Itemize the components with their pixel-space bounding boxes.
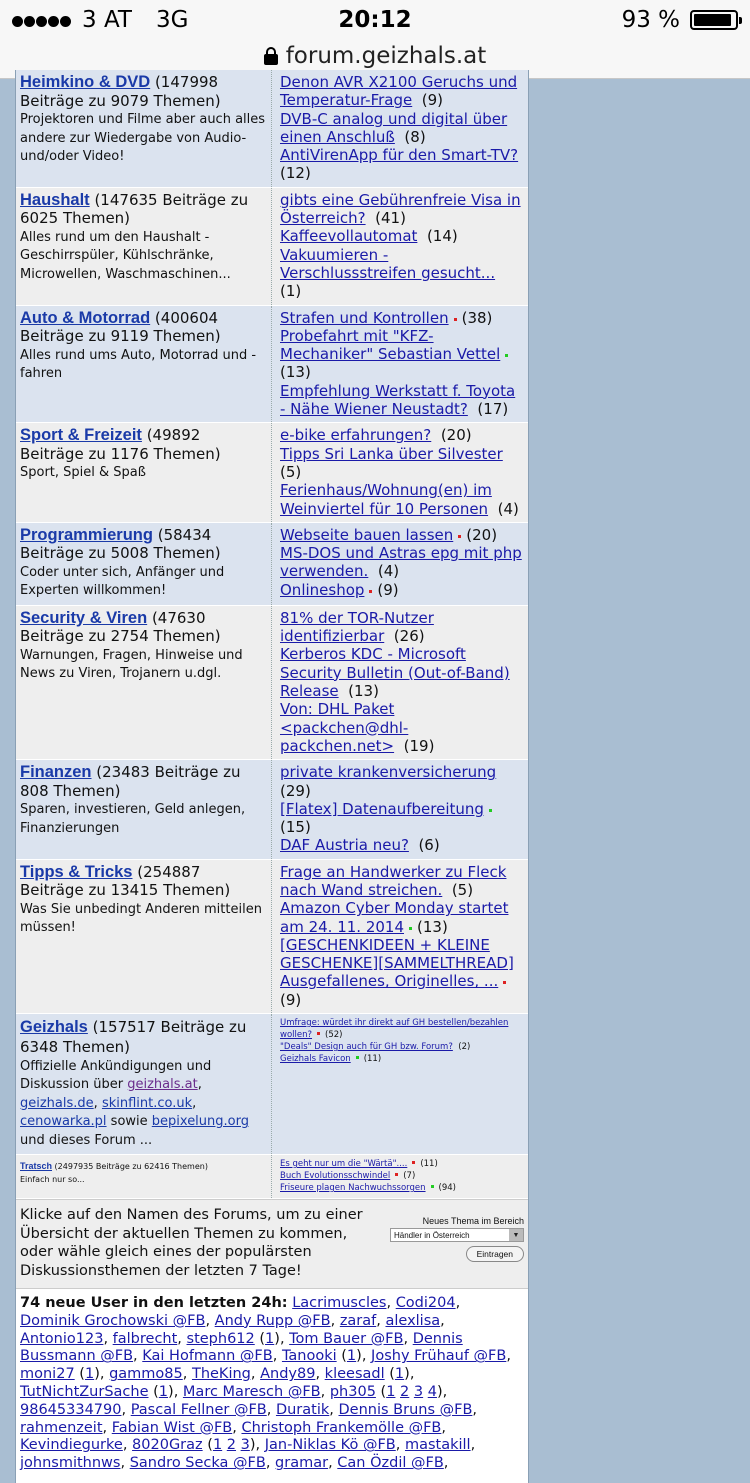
- forum-select[interactable]: [390, 1228, 524, 1242]
- topic-link[interactable]: "Deals" Design auch für GH bzw. Forum?: [280, 1042, 453, 1053]
- clock: 20:12: [338, 7, 412, 33]
- topic-item: [280, 763, 524, 800]
- forum-category: [16, 423, 272, 521]
- user-link[interactable]: Kai Hofmann @FB: [142, 1348, 273, 1365]
- new-topic-icon: [356, 1056, 359, 1059]
- forum-description: Alles rund um den Haushalt - Geschirrspüler, Kühlschränke, Microwellen, Waschmaschinen...: [20, 229, 231, 282]
- user-link[interactable]: Codi204: [395, 1295, 456, 1312]
- topic-item: [280, 581, 524, 599]
- topic-reply-count: (7): [403, 1171, 416, 1182]
- topic-item: [280, 246, 524, 301]
- hot-topic-icon: [395, 1173, 398, 1176]
- user-link[interactable]: Dominik Grochowski @FB: [20, 1312, 206, 1329]
- topic-reply-count: (12): [280, 164, 311, 183]
- user-post-link[interactable]: 1: [212, 1437, 223, 1454]
- user-post-link[interactable]: 1: [158, 1384, 169, 1401]
- forum-topics: [272, 70, 528, 187]
- user-link[interactable]: Joshy Frühauf @FB: [371, 1348, 507, 1365]
- user-post-link[interactable]: 1: [265, 1330, 275, 1347]
- new-topic-label: Neues Thema im Bereich: [422, 1216, 524, 1227]
- topic-reply-count: (5): [451, 880, 474, 899]
- topic-reply-count: (6): [418, 836, 440, 855]
- chevron-down-icon: ▼: [509, 1229, 523, 1241]
- status-bar: [0, 0, 750, 42]
- forum-select-value: Händler in Österreich: [394, 1230, 470, 1240]
- info-text: Klicke auf den Namen des Forums, um zu einer Übersicht der aktuellen Themen zu kommen, oder wähle gleich eines der populärsten Diskussionsthemen der letzten 7 Tage!: [20, 1207, 363, 1279]
- forum-link[interactable]: Auto & Motorrad: [20, 308, 151, 327]
- forum-link-tratsch[interactable]: Tratsch: [20, 1161, 53, 1172]
- topic-reply-count: (4): [497, 499, 519, 518]
- forum-topics: [272, 523, 528, 605]
- hot-topic-icon: [458, 535, 461, 538]
- topic-link[interactable]: [GESCHENKIDEEN + KLEINE GESCHENKE][SAMMELTHREAD] Ausgefallenes, Originelles, ...: [280, 935, 514, 991]
- topic-link[interactable]: Denon AVR X2100 Geruchs und Temperatur-Frage: [280, 73, 518, 110]
- topic-item: [280, 544, 524, 581]
- forum-stats: (400604 Beiträge zu 9119 Themen): [20, 308, 221, 346]
- topic-link[interactable]: Buch Evolutionsschwindel: [280, 1171, 391, 1182]
- user-link[interactable]: Tanooki: [281, 1348, 337, 1365]
- link-bepixelung[interactable]: bepixelung.org: [151, 1114, 249, 1130]
- new-topic-icon: [409, 927, 412, 930]
- topic-link[interactable]: Kerberos KDC - Microsoft Security Bulletin (Out-of-Band) Release: [280, 645, 510, 701]
- forum-topics: [272, 188, 528, 305]
- user-post-link[interactable]: 1: [394, 1366, 405, 1383]
- forum-description: Sport, Spiel & Spaß: [20, 465, 146, 481]
- user-link[interactable]: ph305: [329, 1384, 376, 1401]
- user-link[interactable]: johnsmithnws: [20, 1455, 121, 1472]
- user-post-link[interactable]: 2: [226, 1437, 237, 1454]
- user-link[interactable]: Marc Maresch @FB: [182, 1384, 321, 1401]
- user-post-link[interactable]: 4: [427, 1384, 437, 1401]
- topic-reply-count: (8): [404, 127, 426, 146]
- topic-reply-count: (11): [420, 1159, 438, 1170]
- carrier-name: 3 AT: [82, 7, 132, 33]
- forum-list: [16, 70, 528, 1014]
- topic-item: [280, 146, 524, 183]
- topic-reply-count: (15): [280, 818, 311, 837]
- hot-topic-icon: [454, 318, 457, 321]
- link-geizhals-at[interactable]: geizhals.at: [127, 1077, 198, 1093]
- forum-row: [16, 306, 528, 424]
- topic-item: [280, 863, 524, 900]
- topic-item: [280, 110, 524, 147]
- forum-link[interactable]: Tipps & Tricks: [20, 862, 133, 881]
- forum-table: [15, 70, 529, 1483]
- user-link[interactable]: gramar: [275, 1455, 329, 1472]
- topic-reply-count: (9): [280, 990, 302, 1009]
- user-post-link[interactable]: 1: [346, 1348, 357, 1365]
- user-link[interactable]: 8020Graz: [132, 1437, 203, 1454]
- topic-item: [280, 382, 524, 419]
- forum-row: [16, 523, 528, 606]
- forum-category: [16, 306, 272, 423]
- topic-link[interactable]: Friseure plagen Nachwuchssorgen: [280, 1183, 426, 1194]
- topic-item: [280, 1170, 524, 1182]
- forum-category: [16, 188, 272, 305]
- topic-reply-count: (29): [280, 781, 311, 800]
- user-post-link[interactable]: 3: [240, 1437, 250, 1454]
- info-panel: [16, 1199, 528, 1288]
- user-link[interactable]: Dennis Bussmann @FB: [20, 1330, 463, 1365]
- topic-item: [280, 481, 524, 518]
- topic-link[interactable]: 81% der TOR-Nutzer identifizierbar: [280, 608, 434, 646]
- forum-row: [16, 188, 528, 306]
- forum-row: [16, 70, 528, 188]
- link-cenowarka[interactable]: cenowarka.pl: [20, 1114, 107, 1130]
- user-link[interactable]: zaraf: [339, 1312, 377, 1329]
- topic-item: [280, 800, 524, 837]
- user-link[interactable]: Andy89: [260, 1366, 316, 1383]
- topic-link[interactable]: Amazon Cyber Monday startet am 24. 11. 2014: [280, 899, 509, 936]
- topic-link[interactable]: Probefahrt mit "KFZ-Mechaniker" Sebastian Vettel: [280, 326, 501, 364]
- user-link[interactable]: mastakill: [404, 1437, 471, 1454]
- topic-link[interactable]: Vakuumieren - Verschlussstreifen gesucht...: [280, 245, 496, 282]
- user-link[interactable]: falbrecht: [112, 1330, 178, 1347]
- topic-link[interactable]: Geizhals Favicon: [280, 1054, 351, 1065]
- topic-link[interactable]: Empfehlung Werkstatt f. Toyota - Nähe Wiener Neustadt?: [280, 381, 516, 419]
- forum-link-geizhals[interactable]: Geizhals: [20, 1018, 88, 1037]
- hot-topic-icon: [412, 1161, 415, 1164]
- forum-row-geizhals: [16, 1014, 528, 1155]
- user-link[interactable]: Pascal Fellner @FB: [130, 1401, 267, 1418]
- topic-reply-count: (13): [280, 363, 311, 382]
- topic-reply-count: (5): [280, 462, 302, 481]
- user-link[interactable]: Sandro Secka @FB: [129, 1455, 266, 1472]
- new-topic-icon: [505, 354, 508, 357]
- battery-percent: 93 %: [621, 7, 680, 33]
- forum-description: Einfach nur so...: [20, 1175, 85, 1185]
- topic-item: [280, 73, 524, 110]
- user-link[interactable]: Lacrimuscles: [292, 1295, 387, 1312]
- topic-reply-count: (14): [426, 227, 458, 246]
- topic-link[interactable]: Strafen und Kontrollen: [280, 308, 449, 327]
- topic-link[interactable]: Kaffeevollautomat: [280, 227, 418, 246]
- topic-item: [280, 836, 524, 854]
- topic-reply-count: (41): [375, 209, 406, 228]
- forum-link[interactable]: Heimkino & DVD: [20, 73, 151, 91]
- user-post-link[interactable]: 3: [413, 1384, 424, 1401]
- forum-row: [16, 860, 528, 1014]
- hot-topic-icon: [317, 1032, 320, 1035]
- topic-link[interactable]: Onlineshop: [280, 580, 365, 599]
- topic-item: [280, 526, 524, 544]
- url-text[interactable]: forum.geizhals.at: [285, 43, 487, 69]
- topic-item: [280, 936, 524, 1009]
- forum-topics: [272, 423, 528, 521]
- forum-topics: [272, 606, 528, 759]
- topic-link[interactable]: AntiVirenApp für den Smart-TV?: [280, 146, 519, 165]
- lock-icon: [264, 47, 278, 65]
- user-post-link[interactable]: 1: [386, 1384, 396, 1401]
- user-link[interactable]: 98645334790: [20, 1401, 122, 1418]
- forum-topics: [272, 306, 528, 423]
- user-link[interactable]: Antonio123: [20, 1330, 104, 1347]
- forum-category: [16, 70, 272, 187]
- user-link[interactable]: TutNichtZurSache: [20, 1384, 149, 1401]
- forum-stats: (58434 Beiträge zu 5008 Themen): [20, 525, 221, 563]
- user-link[interactable]: rahmenzeit: [20, 1419, 103, 1436]
- hot-topic-icon: [503, 981, 506, 984]
- topic-link[interactable]: gibts eine Gebührenfreie Visa in Österreich?: [280, 190, 521, 228]
- forum-topics: [272, 760, 528, 858]
- user-link[interactable]: Fabian Wist @FB: [111, 1419, 233, 1436]
- topic-item: [280, 899, 524, 936]
- user-link[interactable]: steph612: [186, 1330, 255, 1347]
- topic-item: [280, 700, 524, 755]
- forum-category: [16, 1155, 272, 1198]
- forum-description: Coder unter sich, Anfänger und Experten willkommen!: [20, 564, 225, 599]
- topic-link[interactable]: Ferienhaus/Wohnung(en) im Weinviertel für 10 Personen: [280, 481, 492, 518]
- link-geizhals-de[interactable]: geizhals.de: [20, 1095, 94, 1111]
- user-link[interactable]: Tom Bauer @FB: [289, 1330, 404, 1347]
- topic-link[interactable]: MS-DOS und Astras epg mit php verwenden.: [280, 544, 522, 581]
- new-topic-icon: [431, 1185, 434, 1188]
- user-link[interactable]: Dennis Bruns @FB: [338, 1401, 473, 1418]
- forum-description: Alles rund ums Auto, Motorrad und -fahren: [20, 347, 257, 382]
- topic-reply-count: (9): [377, 580, 399, 599]
- battery-fill: [694, 14, 731, 26]
- topic-item: [280, 609, 524, 646]
- forum-row: [16, 760, 528, 859]
- topic-item: [280, 1182, 524, 1194]
- topic-link[interactable]: DAF Austria neu?: [280, 836, 409, 855]
- user-link[interactable]: Jan-Niklas Kö @FB: [264, 1437, 396, 1454]
- topic-item: [280, 1017, 524, 1041]
- network-type: 3G: [155, 7, 189, 33]
- forum-topics: [272, 1014, 528, 1154]
- topic-reply-count: (20): [440, 426, 472, 445]
- topic-item: [280, 1041, 524, 1053]
- forum-description: Projektoren und Filme aber auch alles andere zur Wiedergabe von Audio- und/oder Video!: [20, 112, 266, 164]
- forum-stats: (2497935 Beiträge zu 62416 Themen): [52, 1162, 208, 1172]
- forum-link[interactable]: Finanzen: [20, 763, 92, 782]
- forum-stats: (147635 Beiträge zu 6025 Themen): [20, 190, 249, 228]
- topic-item: [280, 445, 524, 482]
- forum-description: Warnungen, Fragen, Hinweise und News zu Viren, Trojanern u.dgl.: [20, 647, 243, 682]
- topic-reply-count: (9): [421, 91, 444, 110]
- topic-link[interactable]: [Flatex] Datenaufbereitung: [280, 799, 484, 818]
- topic-link[interactable]: Umfrage: würdet ihr direkt auf GH bestellen/bezahlen wollen?: [280, 1018, 509, 1041]
- forum-stats: (49892 Beiträge zu 1176 Themen): [20, 426, 221, 463]
- new-users-heading: 74 neue User in den letzten 24h:: [20, 1295, 288, 1312]
- topic-link[interactable]: Von: DHL Paket <packchen@dhl-packchen.net>: [280, 700, 409, 755]
- user-link[interactable]: Christoph Frankemölle @FB: [241, 1419, 442, 1436]
- new-topic-icon: [489, 809, 492, 812]
- forum-row: [16, 423, 528, 522]
- page-viewport[interactable]: [0, 73, 750, 1472]
- topic-reply-count: (26): [393, 627, 425, 646]
- hot-topic-icon: [369, 590, 372, 593]
- new-users-section: [16, 1288, 528, 1483]
- forum-link[interactable]: Haushalt: [20, 190, 90, 209]
- forum-topics: [272, 860, 528, 1013]
- forum-stats: (254887 Beiträge zu 13415 Themen): [20, 862, 231, 900]
- user-link[interactable]: alexlisa: [385, 1312, 441, 1329]
- user-link[interactable]: Duratik: [275, 1401, 330, 1418]
- forum-link[interactable]: Programmierung: [20, 525, 153, 544]
- forum-link[interactable]: Sport & Freizeit: [20, 426, 142, 445]
- topic-item: [280, 309, 524, 327]
- user-list: Lacrimuscles, Codi204, Dominik Grochowski @FB, Andy Rupp @FB, zaraf, alexlisa, Antonio123, falbrecht, steph612 (1), Tom Bauer @FB, Dennis Bussmann @FB, Kai Hofmann @FB, Tanooki (1), Joshy Frühauf @FB, moni27 (1), gammo85, TheKing, Andy89, kleesadl (1), TutNichtZurSache (1), Marc Maresch @FB, ph305 (1 2 3 4), 98645334790, Pascal Fellner @FB, Duratik, Dennis Bruns @FB, rahmenzeit, Fabian Wist @FB, Christoph Frankemölle @FB, Kevindiegurke, 8020Graz (1 2 3), Jan-Niklas Kö @FB, mastakill, johnsmithnws, Sandro Secka @FB, gramar, Can Özdil @FB,: [20, 1295, 511, 1472]
- topic-link[interactable]: Frage an Handwerker zu Fleck nach Wand streichen.: [280, 862, 507, 899]
- forum-link[interactable]: Security & Viren: [20, 608, 148, 627]
- topic-reply-count: (4): [377, 562, 400, 581]
- user-post-link[interactable]: 2: [400, 1384, 410, 1401]
- topic-reply-count: (20): [466, 525, 498, 544]
- forum-stats: (23483 Beiträge zu 808 Themen): [20, 763, 241, 800]
- user-link[interactable]: Kevindiegurke: [20, 1437, 123, 1454]
- topic-item: [280, 327, 524, 382]
- user-link[interactable]: moni27: [20, 1366, 75, 1383]
- forum-description: Sparen, investieren, Geld anlegen, Finanzierungen: [20, 802, 246, 836]
- topic-reply-count: (1): [280, 282, 302, 301]
- submit-button[interactable]: Eintragen: [466, 1246, 524, 1262]
- forum-stats: (147998 Beiträge zu 9079 Themen): [20, 73, 221, 110]
- battery-icon: [690, 10, 738, 30]
- topic-item: [280, 227, 524, 245]
- forum-stats: (47630 Beiträge zu 2754 Themen): [20, 608, 221, 646]
- topic-reply-count: (2): [458, 1042, 471, 1053]
- forum-description: Was Sie unbedingt Anderen mitteilen müssen!: [20, 901, 262, 936]
- user-link[interactable]: Andy Rupp @FB: [214, 1312, 331, 1329]
- topic-reply-count: (38): [461, 308, 493, 327]
- forum-topics: [272, 1155, 528, 1198]
- user-link[interactable]: TheKing: [191, 1366, 251, 1383]
- forum-description: Offizielle Ankündigungen und Diskussion über geizhals.at, geizhals.de, skinflint.co.uk, cenowarka.pl sowie bepixelung.org und dieses Forum ...: [20, 1058, 249, 1148]
- topic-reply-count: (11): [363, 1054, 382, 1065]
- forum-row: [16, 606, 528, 760]
- topic-link[interactable]: Es geht nur um die "Wärtä"....: [280, 1159, 408, 1170]
- forum-category: [16, 860, 272, 1013]
- forum-category: [16, 1014, 272, 1154]
- topic-link[interactable]: private krankenversicherung: [280, 763, 497, 782]
- user-link[interactable]: Can Özdil @FB: [337, 1455, 444, 1472]
- topic-item: [280, 1053, 524, 1065]
- forum-stats: (157517 Beiträge zu 6348 Themen): [20, 1018, 247, 1057]
- user-link[interactable]: kleesadl: [324, 1366, 385, 1383]
- user-link[interactable]: gammo85: [109, 1366, 183, 1383]
- topic-reply-count: (13): [417, 917, 448, 936]
- user-post-link[interactable]: 1: [84, 1366, 95, 1383]
- topic-item: [280, 1158, 524, 1170]
- topic-reply-count: (52): [325, 1030, 343, 1041]
- topic-link[interactable]: Tipps Sri Lanka über Silvester: [280, 444, 503, 463]
- topic-reply-count: (94): [438, 1183, 456, 1194]
- topic-link[interactable]: e-bike erfahrungen?: [280, 426, 432, 445]
- topic-reply-count: (19): [403, 736, 435, 755]
- forum-category: [16, 523, 272, 605]
- battery-area: [622, 7, 738, 33]
- link-skinflint[interactable]: skinflint.co.uk: [101, 1095, 193, 1111]
- forum-row-tratsch: [16, 1155, 528, 1199]
- topic-item: [280, 191, 524, 228]
- forum-category: [16, 606, 272, 759]
- topic-reply-count: (13): [348, 682, 379, 701]
- forum-category: [16, 760, 272, 858]
- topic-reply-count: (17): [477, 400, 509, 419]
- new-topic-form: [380, 1206, 524, 1280]
- topic-link[interactable]: DVB-C analog und digital über einen Anschluß: [280, 109, 508, 146]
- topic-item: [280, 645, 524, 700]
- topic-item: [280, 426, 524, 444]
- topic-link[interactable]: Webseite bauen lassen: [280, 525, 454, 544]
